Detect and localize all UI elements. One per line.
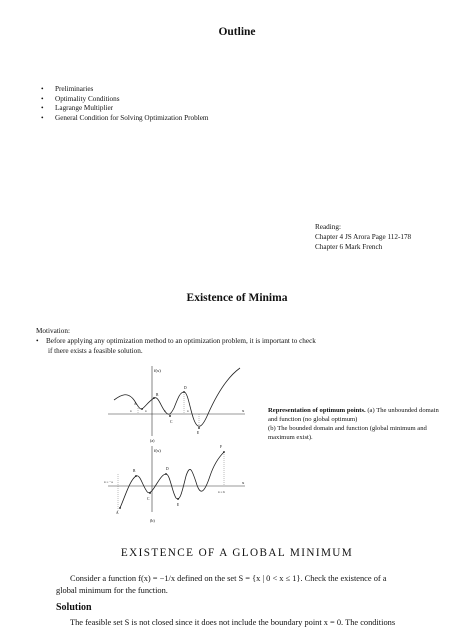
point-b bbox=[149, 492, 151, 494]
left-bound-label: x = −a bbox=[104, 480, 113, 484]
point-a bbox=[198, 427, 200, 429]
figure-label-b: (b) bbox=[150, 518, 155, 523]
figure-a bbox=[108, 366, 245, 443]
outline-item: • Lagrange Multiplier bbox=[41, 104, 209, 114]
example-text bbox=[56, 573, 460, 597]
point-label-b: C bbox=[147, 497, 150, 501]
point-label-a: A bbox=[134, 402, 137, 406]
point-label-a: C bbox=[170, 420, 173, 424]
right-bound-label: x = b bbox=[218, 490, 225, 494]
reading-line: Chapter 4 JS Arora Page 112-178 bbox=[315, 233, 412, 241]
motivation-text: Before applying any optimization method to an optimization problem, it is important to check bbox=[46, 337, 316, 345]
reading-heading: Reading: bbox=[315, 223, 341, 231]
example-line: Consider a function f(x) = −1/x defined on the set S = {x | 0 < x ≤ 1}. Check the existence of a bbox=[70, 574, 387, 583]
outline-item: • General Condition for Solving Optimization Problem bbox=[41, 114, 209, 124]
x-label-a: x bbox=[130, 409, 132, 413]
outline-item: • Optimality Conditions bbox=[41, 95, 209, 105]
point-b bbox=[177, 498, 179, 500]
x-label-a: x bbox=[145, 409, 147, 413]
outline-item: • Preliminaries bbox=[41, 85, 209, 95]
point-label-b: A bbox=[116, 511, 119, 515]
reading-reference bbox=[315, 222, 411, 252]
figure-b bbox=[104, 445, 245, 523]
page-title: Outline bbox=[218, 26, 256, 38]
point-label-b: B bbox=[133, 469, 136, 473]
point-label-a: D bbox=[184, 386, 187, 390]
motivation-bullet: • Before applying any optimization method to an optimization problem, it is important to check if there exists a feasible solution. bbox=[36, 337, 456, 356]
point-label-a: B bbox=[156, 393, 159, 397]
axis-x-label-b: x bbox=[242, 480, 245, 485]
outline-list bbox=[41, 85, 209, 123]
example-line: global minimum for the function. bbox=[56, 586, 168, 595]
solution-text: The feasible set S is not closed since it does not include the boundary point x = 0. The conditions bbox=[70, 618, 396, 627]
motivation-text: if there exists a feasible solution. bbox=[48, 346, 143, 355]
axis-x-label-a: x bbox=[242, 408, 245, 413]
point-b bbox=[223, 451, 225, 453]
point-b bbox=[119, 507, 121, 509]
point-a bbox=[183, 391, 185, 393]
curve-a bbox=[114, 368, 240, 426]
caption-bold: Representation of optimum points. bbox=[268, 407, 366, 414]
global-minimum-title: EXISTENCE OF A GLOBAL MINIMUM bbox=[120, 547, 354, 559]
x-label-a: x bbox=[187, 409, 189, 413]
reading-line: Chapter 6 Mark French bbox=[315, 243, 383, 251]
curve-b bbox=[120, 452, 224, 508]
point-label-b: D bbox=[166, 467, 169, 471]
point-b bbox=[165, 473, 167, 475]
caption-b: (b) The bounded domain and function (global minimum and maximum exist). bbox=[268, 425, 427, 441]
point-a bbox=[169, 415, 171, 417]
section-title: Existence of Minima bbox=[186, 292, 288, 304]
point-label-b: E bbox=[177, 503, 180, 507]
figure-label-a: (a) bbox=[150, 438, 155, 443]
point-a bbox=[153, 397, 155, 399]
axis-f-label-a: f(x) bbox=[154, 368, 161, 373]
point-label-b: F bbox=[220, 445, 222, 449]
caption-a: (a) The unbounded domain and function (no global optimum) bbox=[268, 407, 439, 423]
motivation-label: Motivation: bbox=[36, 327, 70, 335]
x-label-a: x bbox=[164, 409, 166, 413]
axis-f-label-b: f(x) bbox=[154, 448, 161, 453]
figure-caption bbox=[268, 406, 440, 442]
point-a bbox=[141, 408, 143, 410]
optimum-points-figure bbox=[100, 362, 250, 527]
point-b bbox=[135, 475, 137, 477]
point-label-a: E bbox=[197, 431, 200, 435]
solution-label: Solution bbox=[56, 602, 92, 613]
